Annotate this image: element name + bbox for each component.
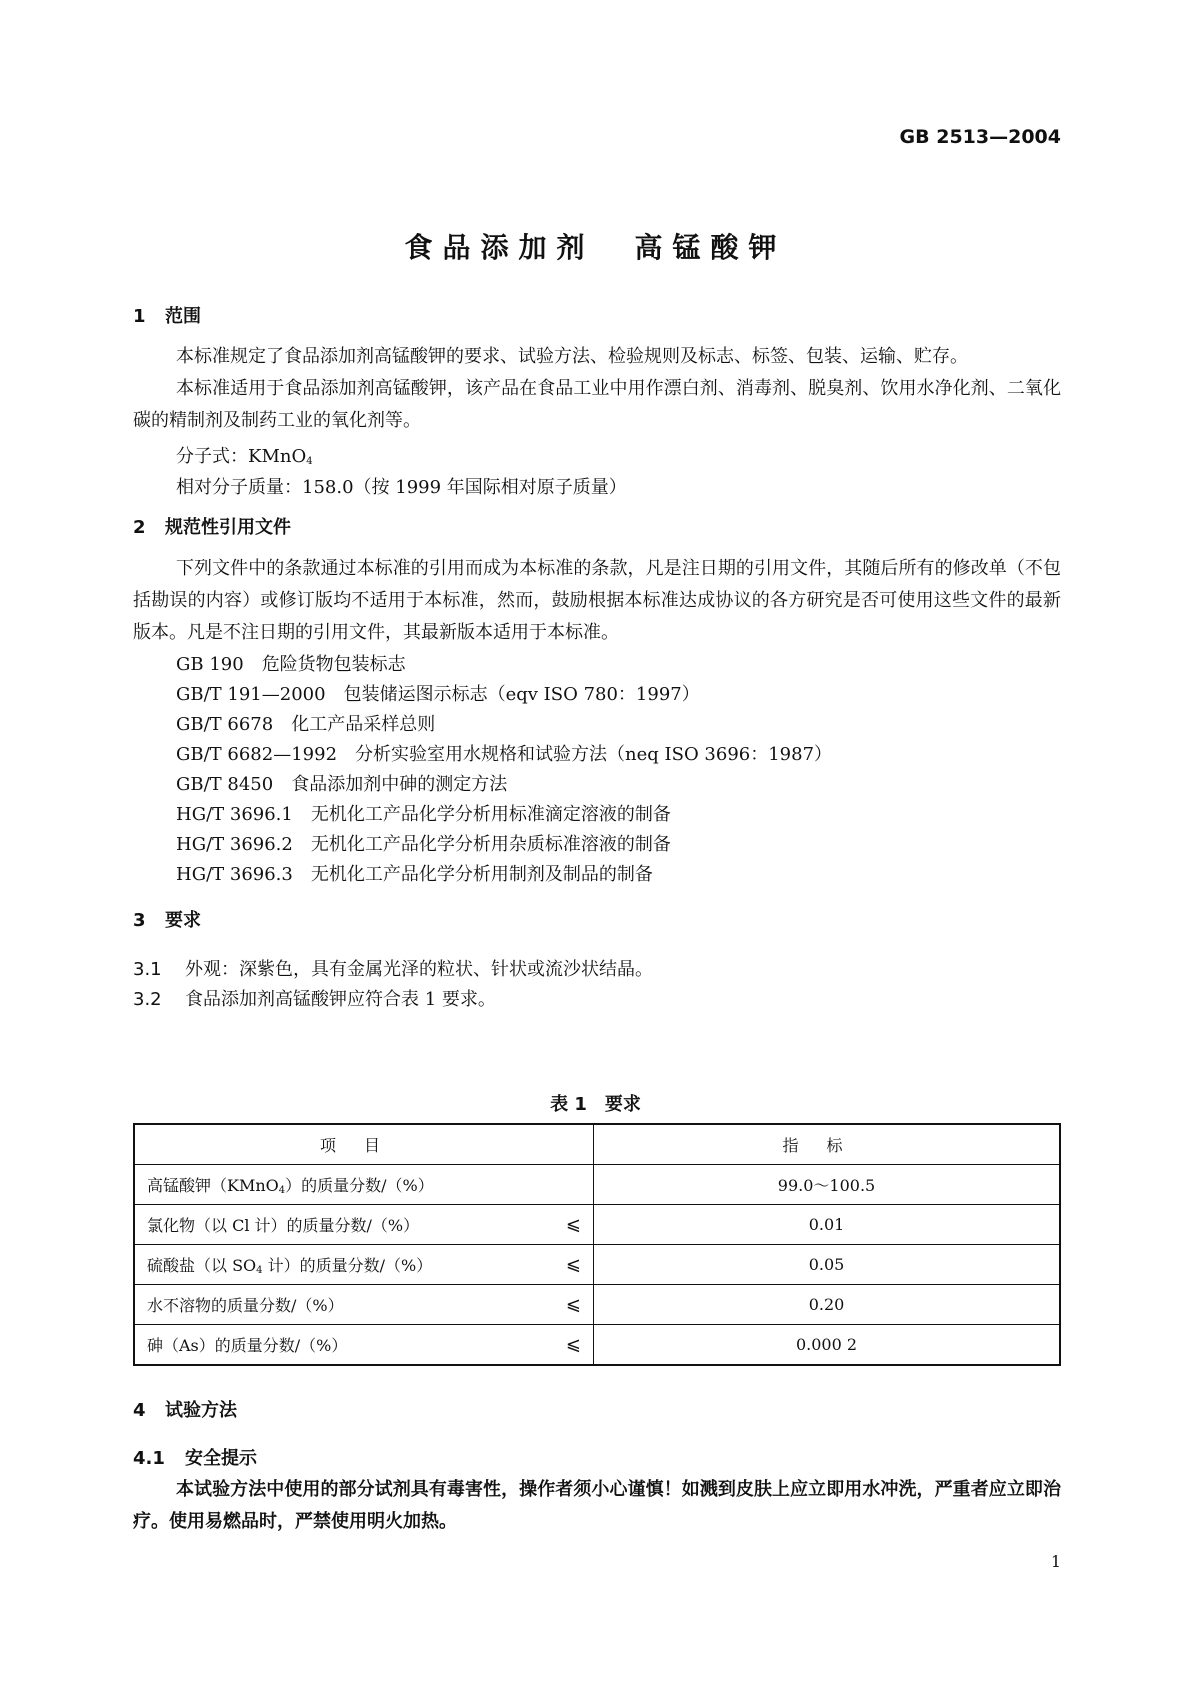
ref-item: HG/T 3696.2 无机化工产品化学分析用杂质标准溶液的制备: [176, 834, 671, 855]
molecular-formula: 分子式：KMnO$_4$: [176, 446, 313, 467]
column-header-item: 项目: [134, 1124, 594, 1165]
row-item: 硫酸盐（以 $SO_4$ 计）的质量分数/（%） ⩽: [134, 1245, 594, 1285]
title-part1: 食品添加剂: [404, 231, 595, 264]
row-item: 水不溶物的质量分数/（%） ⩽: [134, 1285, 594, 1325]
ref-item: GB/T 6678 化工产品采样总则: [176, 714, 436, 735]
column-header-value: 指标: [594, 1124, 1061, 1165]
table-row: [134, 1245, 1060, 1285]
section-2-heading: 2 规范性引用文件: [133, 517, 291, 538]
row-value: 0.000 2: [594, 1325, 1061, 1366]
section-2-intro: 下列文件中的条款通过本标准的引用而成为本标准的条款，凡是注日期的引用文件，其随后所有的修改单（不包括勘误的内容）或修订版均不适用于本标准，然而，鼓励根据本标准达成协议的各方研究是否可使用这些文件的最新版本。凡是不注日期的引用文件，其最新版本适用于本标准。: [133, 558, 1061, 643]
molecular-mass: 相对分子质量：158.0（按 1999 年国际相对原子质量）: [176, 477, 627, 498]
document-title: [0, 226, 1191, 266]
row-item: 砷（As）的质量分数/（%） ⩽: [134, 1325, 594, 1366]
ref-item: GB/T 6682—1992 分析实验室用水规格和试验方法（neq ISO 3696：1987）: [176, 744, 833, 765]
clause-3-2: 3.2 食品添加剂高锰酸钾应符合表 1 要求。: [133, 989, 496, 1010]
table-row: [134, 1285, 1060, 1325]
row-item: 高锰酸钾（KMnO$_4$）的质量分数/（%）: [134, 1165, 594, 1205]
ref-item: GB/T 8450 食品添加剂中砷的测定方法: [176, 774, 508, 795]
requirements-table: [133, 1123, 1061, 1366]
clause-3-1: 3.1 外观：深紫色，具有金属光泽的粒状、针状或流沙状结晶。: [133, 959, 653, 980]
clause-4-1-heading: 4.1 安全提示: [133, 1448, 257, 1469]
table-row: [134, 1325, 1060, 1366]
table-caption: 表 1 要求: [550, 1094, 641, 1115]
row-value: 0.05: [594, 1245, 1061, 1285]
row-item: 氯化物（以 Cl 计）的质量分数/（%） ⩽: [134, 1205, 594, 1245]
ref-item: GB 190 危险货物包装标志: [176, 654, 406, 675]
row-value: 0.20: [594, 1285, 1061, 1325]
title-part2: 高锰酸钾: [634, 231, 787, 264]
standard-number: GB 2513—2004: [899, 126, 1061, 148]
row-value: 0.01: [594, 1205, 1061, 1245]
section-1-paragraph-2: 本标准适用于食品添加剂高锰酸钾，该产品在食品工业中用作漂白剂、消毒剂、脱臭剂、饮用水净化剂、二氧化碳的精制剂及制药工业的氧化剂等。: [133, 378, 1061, 431]
row-value: 99.0～100.5: [594, 1165, 1061, 1205]
safety-notice: 本试验方法中使用的部分试剂具有毒害性，操作者须小心谨慎！如溅到皮肤上应立即用水冲洗，严重者应立即治疗。使用易燃品时，严禁使用明火加热。: [133, 1479, 1061, 1532]
table-header-row: [134, 1124, 1060, 1165]
table-row: [134, 1205, 1060, 1245]
page-number: 1: [1050, 1552, 1061, 1571]
ref-item: HG/T 3696.3 无机化工产品化学分析用制剂及制品的制备: [176, 864, 653, 885]
section-3-heading: 3 要求: [133, 910, 201, 931]
ref-item: GB/T 191—2000 包装储运图示标志（eqv ISO 780：1997）: [176, 684, 700, 705]
section-1-heading: 1 范围: [133, 306, 201, 327]
section-1-paragraph-1: 本标准规定了食品添加剂高锰酸钾的要求、试验方法、检验规则及标志、标签、包装、运输、贮存。: [176, 346, 968, 367]
section-4-heading: 4 试验方法: [133, 1400, 237, 1421]
ref-item: HG/T 3696.1 无机化工产品化学分析用标准滴定溶液的制备: [176, 804, 671, 825]
table-row: [134, 1165, 1060, 1205]
